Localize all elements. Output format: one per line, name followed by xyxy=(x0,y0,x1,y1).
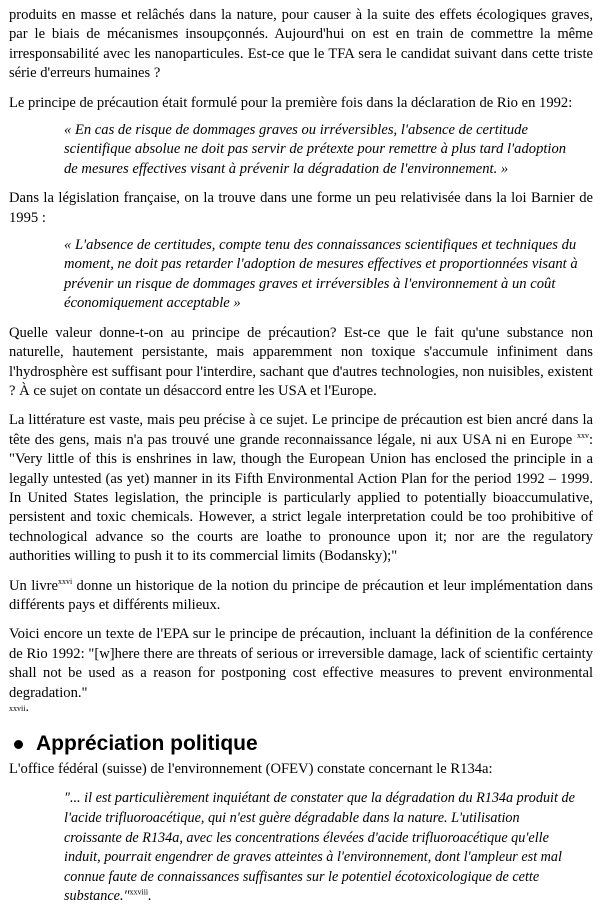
footnote-period: . xyxy=(25,700,29,715)
footnote-ref-xxvi: xxvi xyxy=(57,576,73,586)
paragraph-book xyxy=(9,577,593,616)
paragraph-literature-text-a: La littérature est vaste, mais peu précise à ce sujet. Le principe de précaution est bien ancré dans la tête des gens, mais n'a pas trouvé une grande reconnaissance légale, ni aux USA ni en Europe xyxy=(9,412,593,448)
footnote-ref-xxvii: xxvii xyxy=(9,704,26,713)
footnote-ref-xxviii: xxviii xyxy=(129,887,149,897)
quote-ofev-period: . xyxy=(148,888,152,905)
paragraph-ofev: L'office fédéral (suisse) de l'environnement (OFEV) constate concernant le R134a: xyxy=(9,761,493,777)
section-heading xyxy=(9,731,593,757)
paragraph-rio-intro: Le principe de précaution était formulé pour la première fois dans la déclaration de Rio en 1992: xyxy=(9,94,573,111)
paragraph-book-text-b: donne un historique de la notion du principe de précaution et leur implémentation dans différents pays et différents milieux. xyxy=(9,577,593,613)
quote-ofev xyxy=(64,789,579,907)
quote-rio-declaration: « En cas de risque de dommages graves ou irréversibles, l'absence de certitude scientifique absolue ne doit pas servir de prétexte pour remettre à plus tard l'adoption de mesures effectives visant à prévenir la dégradation de l'environnement. » xyxy=(64,122,567,177)
paragraph-epa: Voici encore un texte de l'EPA sur le principe de précaution, incluant la définition de la conférence de Rio 1992: "[w]here there are threats of serious or irreversible damage, lack of scientific certainty shall not be used as a reason for postponing cost effective measures to prevent environmental degradation." xyxy=(9,626,593,701)
section-heading-text: Appréciation politique xyxy=(36,732,258,755)
footnote-line-xxvii xyxy=(9,700,593,715)
paragraph-barnier-intro: Dans la législation française, on la trouve dans une forme un peu relativisée dans la loi Barnier de 1995 : xyxy=(9,190,593,226)
quote-ofev-text: "... il est particulièrement inquiétant de constater que la dégradation du R134a produit de l'acide trifluoroacétique, qui n'est guère dégradable dans la nature. L'utilisation croissante de R134a, avec les concentrations élevées d'acide trifluoroacétique qu'elle induit, pourrait engendrer de graves atteintes à l'environnement, dont l'ampleur est mal connue faute de connaissances suffisantes sur le potentiel écotoxicologique de cette substance." xyxy=(64,790,575,905)
paragraph-precaution-value: Quelle valeur donne-t-on au principe de précaution? Est-ce que le fait qu'une substance non naturelle, hautement persistante, mais apparemment non toxique s'accumule infiniment dans l'hydrosphère est suffisant pour l'interdire, sachant que d'autres technologies, non nuisibles, existent ? À ce sujet on contate un désaccord entre les USA et l'Europe. xyxy=(9,324,593,399)
bullet-icon xyxy=(14,740,23,749)
footnote-ref-xxv: xxv xyxy=(576,430,589,440)
paragraph-nanoparticles: produits en masse et relâchés dans la nature, pour causer à la suite des effets écologiques graves, par le biais de mécanismes insoupçonnés. Aujourd'hui on est en train de commettre la même irresponsabilité avec les nanoparticules. Est-ce que le TFA sera le candidat suivant dans cette triste série d'erreurs humaines ? xyxy=(9,7,593,82)
paragraph-book-text-a: Un livre xyxy=(9,577,58,594)
paragraph-literature xyxy=(9,411,593,566)
paragraph-literature-text-b: : "Very little of this is enshrines in law, though the European Union has enclosed the principle in a legally untested (as yet) manner in its Fifth Environmental Action Plan for the period 1992 – 1999. In United States legislation, the principle is particularly applied to potentially bioaccumulative, persistent and toxic chemicals. However, a strict legale interpretation could be too prohibitive of technological advance so the courts are loathe to pronounce upon it; nor are the regulatory authorities willing to push it to its commercial limits (Bodansky);" xyxy=(9,431,593,565)
quote-loi-barnier: « L'absence de certitudes, compte tenu des connaissances scientifiques et techniques du moment, ne doit pas retarder l'adoption de mesures effectives et proportionnées visant à prévenir un risque de dommages graves et irréversibles à l'environnement à un coût économiquement acceptable » xyxy=(64,237,578,312)
